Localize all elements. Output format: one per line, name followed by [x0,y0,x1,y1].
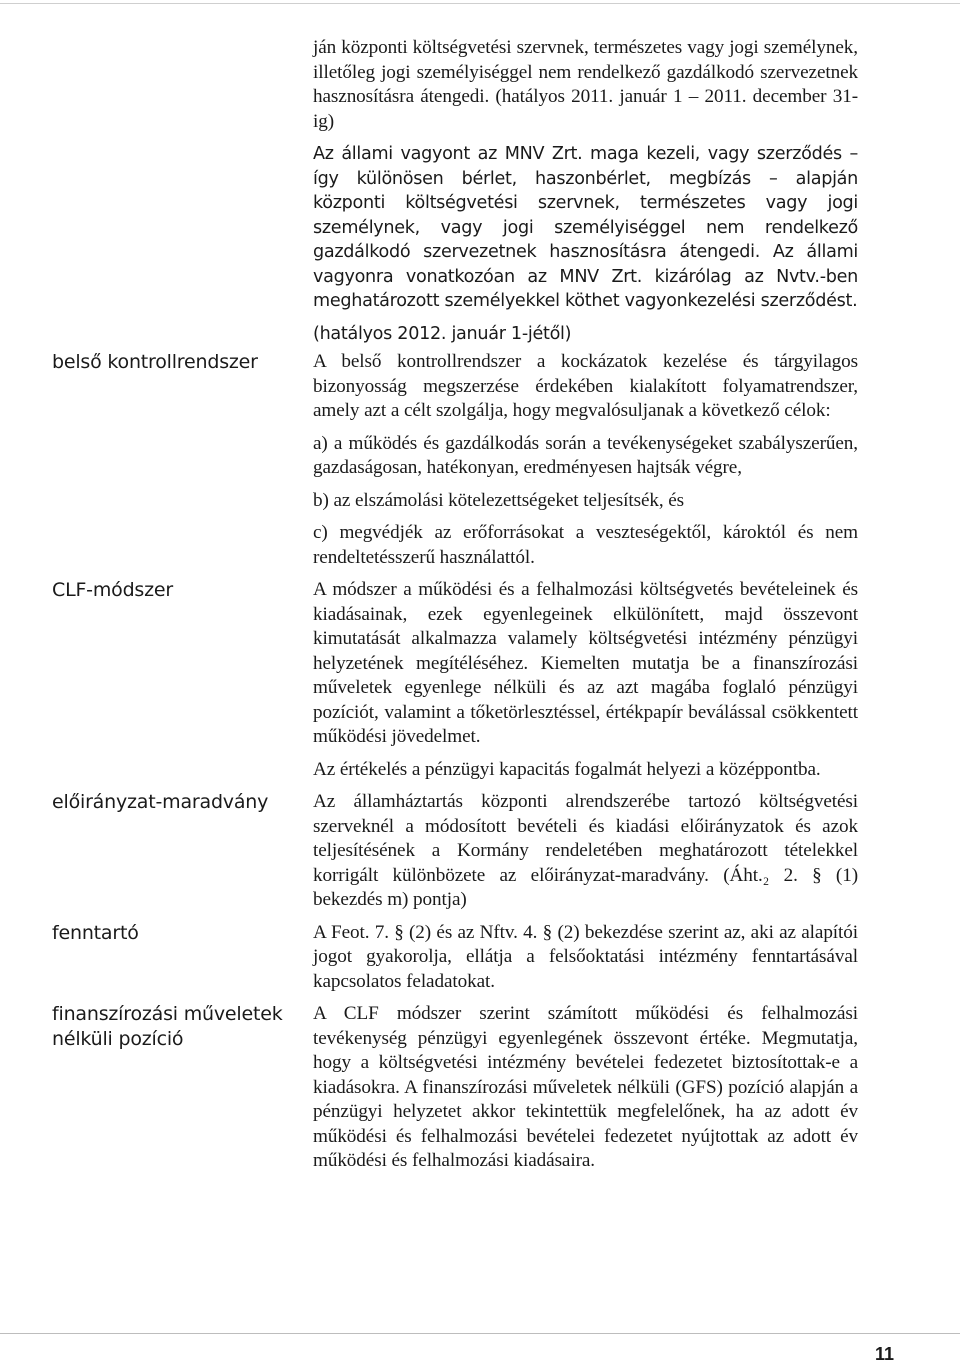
footer-rule [0,1333,960,1334]
glossary-term: CLF-módszer [52,579,174,601]
glossary-definition [313,36,858,350]
glossary-term: fenntartó [52,921,139,944]
glossary-definition [313,578,858,790]
definition-list-item-b: b) az elszámolási kötelezettségeket teljesítsék, és [313,489,685,511]
definition-paragraph: A CLF módszer szerint számított működési és felhalmozási tevékenység pénzügyi egyenlegének összevont értéke. Megmutatja, hogy a költségvetési intézmény bevételei fedezetet biztosítottak-e a kiadásokra. A finanszírozási műveletek nélküli (GFS) pozíció alapján a pénzügyi helyzetet akkor tekintettük megfelelőnek, ha az adott év működési és felhalmozási bevételei fedezetet nyújtottak az adott év működési és felhalmozási kiadásaira. [313,1003,858,1171]
glossary-entry-finanszirozasi-muveletek-nelkuli-pozicio [52,1002,872,1182]
top-rule [0,3,960,4]
definition-list-item-a: a) a működés és gazdálkodás során a tevékenységeket szabályszerűen, gazdaságosan, hatékonyan, eredményesen hajtsák végre, [313,432,858,478]
glossary-entry-fenntarto [52,921,872,1003]
glossary-entry-clf-modszer [52,578,872,790]
glossary-term-line: nélküli pozíció [52,1027,184,1050]
glossary-definition [313,921,858,1003]
glossary-term-line: finanszírozási műveletek [52,1003,283,1025]
glossary-term: belső kontrollrendszer [52,351,258,373]
definition-paragraph: Az állami vagyont az MNV Zrt. maga kezeli, vagy szerződés – így különösen bérlet, haszonbérlet, megbízás – alapján központi költségvetési szervnek, természetes vagy jogi személynek, vagy jogi személyiséggel nem rendelkező gazdálkodó szervezetnek hasznosításra átengedi. Az állami vagyonra vonatkozóan az MNV Zrt. kizárólag az Nvtv.-ben meghatározott személyekkel köthet vagyonkezelési szerződést. [313,144,858,311]
page-number: 11 [874,1344,894,1364]
definition-list-item-c: c) megvédjék az erőforrásokat a veszteségektől, károktól és nem rendeltetésszerű használattól. [313,522,858,568]
glossary-definition [313,790,858,921]
definition-paragraph: ján központi költségvetési szervnek, természetes vagy jogi személynek, illetőleg jogi személyiséggel nem rendelkező gazdálkodó szervezetnek hasznosításra átengedi. (hatályos 2011. január 1 – 2011. december 31-ig) [313,37,858,132]
glossary-entry-continued [52,36,872,350]
definition-paragraph: Az értékelés a pénzügyi kapacitás fogalmát helyezi a középpontba. [313,758,821,780]
glossary-term [52,1002,313,1051]
glossary-term: előirányzat-maradvány [52,791,269,813]
definition-paragraph: (hatályos 2012. január 1-jétől) [313,323,572,344]
glossary-page [52,36,872,1182]
definition-paragraph: A belső kontrollrendszer a kockázatok kezelése és tárgyilagos bizonyosság megszerzése érdekében kialakított folyamatrendszer, amely azt a célt szolgálja, hogy megvalósuljanak a következő célok: [313,351,858,421]
definition-paragraph: A Feot. 7. § (2) és az Nftv. 4. § (2) bekezdése szerint az, aki az alapítói jogot gyakorolja, ellátja a felsőoktatási intézmény fenntartásával kapcsolatos feladatokat. [313,921,858,992]
glossary-entry-eloiranyzat-maradvany [52,790,872,921]
definition-paragraph: A módszer a működési és a felhalmozási költségvetés bevételeinek és kiadásainak, ezek egyenlegeinek elkülönített, majd összevont kimutatását alkalmazza valamely költségvetési intézmény pénzügyi helyzetének megítéléséhez. Kiemelten mutatja be a finanszírozási műveletek egyenlege nélküli és az azt magába foglaló pénzügyi pozíciót, valamint a tőketörlesztéssel, értékpapír beválással csökkentett működési jövedelmet. [313,579,858,747]
glossary-definition [313,1002,858,1182]
glossary-entry-belso-kontrollrendszer [52,350,872,578]
glossary-definition [313,350,858,578]
definition-paragraph: Az államháztartás központi alrendszerébe tartozó költségvetési szerveknél a módosított bevételi és kiadási előirányzatok és azok teljesítésének a Kormány rendeletében meghatározott tételekkel korrigált különbözete az előirányzat-maradvány. (Áht.₂ 2. § (1) bekezdés m) pontja) [313,791,858,910]
